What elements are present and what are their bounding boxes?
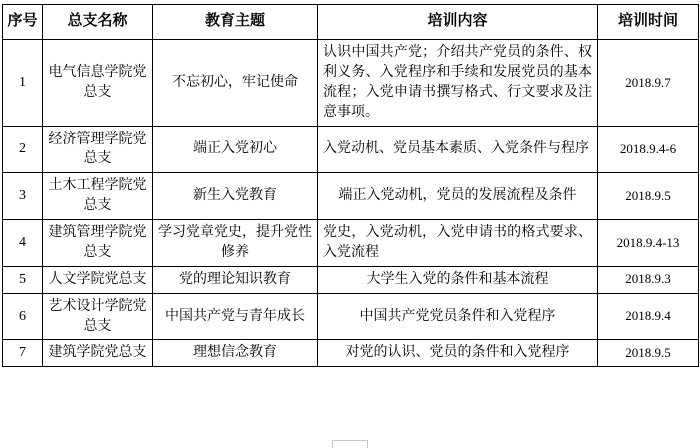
- cell-date: 2018.9.4-6: [598, 126, 699, 173]
- table-row: [3, 340, 699, 367]
- page-edge-box: [332, 440, 368, 448]
- cell-content: 大学生入党的条件和基本流程: [318, 266, 598, 293]
- column-header-date: 培训时间: [598, 5, 699, 40]
- cell-content: 对党的认识、党员的条件和入党程序: [318, 340, 598, 367]
- table-row: [3, 126, 699, 173]
- cell-branch: 电气信息学院党总支: [43, 40, 153, 127]
- cell-index: 1: [3, 40, 43, 127]
- cell-theme: 不忘初心，牢记使命: [153, 40, 318, 127]
- cell-date: 2018.9.5: [598, 340, 699, 367]
- column-header-index: 序号: [3, 5, 43, 40]
- cell-index: 3: [3, 173, 43, 220]
- column-header-branch: 总支名称: [43, 5, 153, 40]
- cell-branch: 土木工程学院党总支: [43, 173, 153, 220]
- cell-content: 入党动机、党员基本素质、入党条件与程序: [318, 126, 598, 173]
- page-bottom-marker: [0, 440, 700, 448]
- cell-date: 2018.9.5: [598, 173, 699, 220]
- cell-branch: 人文学院党总支: [43, 266, 153, 293]
- cell-date: 2018.9.4: [598, 293, 699, 340]
- table-row: [3, 293, 699, 340]
- cell-index: 5: [3, 266, 43, 293]
- cell-content: 认识中国共产党；介绍共产党员的条件、权利义务、入党程序和手续和发展党员的基本流程；入党申请书撰写格式、行文要求及注意事项。: [318, 40, 598, 127]
- table-row: [3, 220, 699, 267]
- table-header: [3, 5, 699, 40]
- cell-date: 2018.9.3: [598, 266, 699, 293]
- training-schedule-table: [2, 4, 699, 367]
- cell-index: 4: [3, 220, 43, 267]
- cell-branch: 建筑学院党总支: [43, 340, 153, 367]
- table-header-row: [3, 5, 699, 40]
- cell-content: 中国共产党党员条件和入党程序: [318, 293, 598, 340]
- cell-index: 2: [3, 126, 43, 173]
- column-header-content: 培训内容: [318, 5, 598, 40]
- cell-content: 党史，入党动机，入党申请书的格式要求、入党流程: [318, 220, 598, 267]
- table-row: [3, 173, 699, 220]
- cell-branch: 建筑管理学院党总支: [43, 220, 153, 267]
- cell-theme: 党的理论知识教育: [153, 266, 318, 293]
- cell-theme: 端正入党初心: [153, 126, 318, 173]
- table-row: [3, 40, 699, 127]
- cell-branch: 经济管理学院党总支: [43, 126, 153, 173]
- cell-index: 7: [3, 340, 43, 367]
- table-body: [3, 40, 699, 367]
- table-row: [3, 266, 699, 293]
- cell-content: 端正入党动机，党员的发展流程及条件: [318, 173, 598, 220]
- cell-date: 2018.9.7: [598, 40, 699, 127]
- cell-theme: 中国共产党与青年成长: [153, 293, 318, 340]
- cell-index: 6: [3, 293, 43, 340]
- cell-theme: 学习党章党史，提升党性修养: [153, 220, 318, 267]
- column-header-theme: 教育主题: [153, 5, 318, 40]
- cell-theme: 理想信念教育: [153, 340, 318, 367]
- cell-theme: 新生入党教育: [153, 173, 318, 220]
- cell-branch: 艺术设计学院党总支: [43, 293, 153, 340]
- cell-date: 2018.9.4-13: [598, 220, 699, 267]
